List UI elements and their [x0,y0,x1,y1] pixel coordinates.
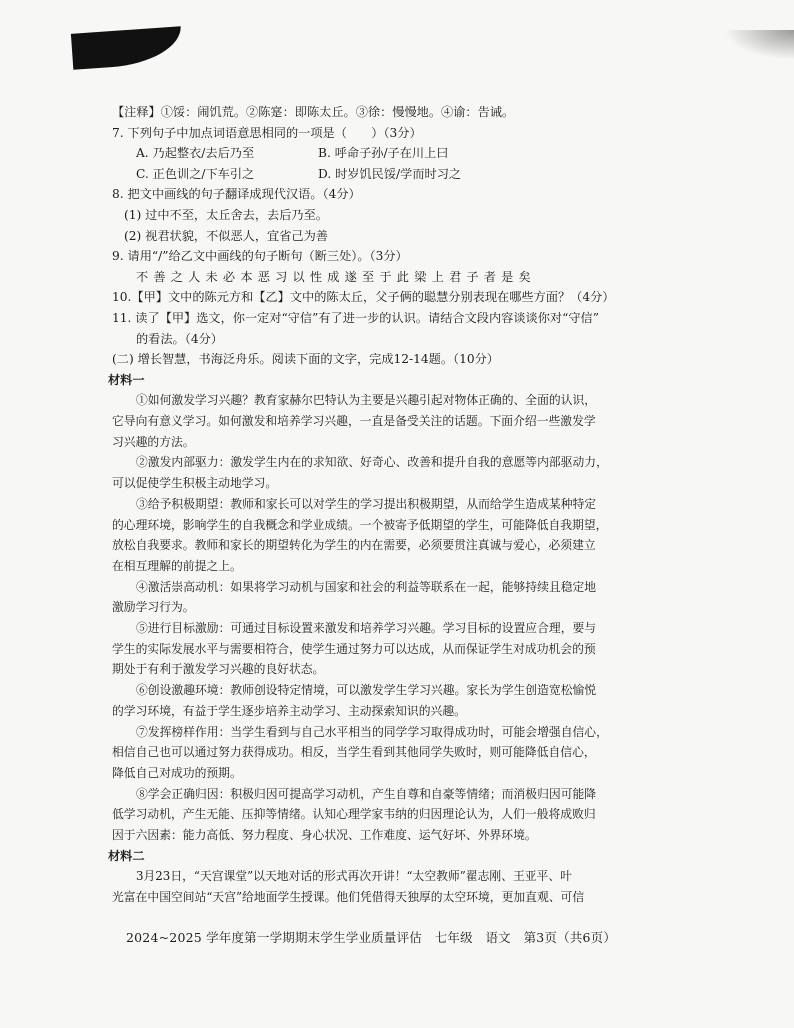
material-1-line: 的心理环境，影响学生的自我概念和学业成绩。一个被寄予低期望的学生，可能降低自我期望， [112,517,608,532]
question-11-line2: 的看法。（4分） [136,331,223,346]
material-1-line: 它导向有意义学习。如何激发和培养学习兴趣，一直是备受关注的话题。下面介绍一些激发学 [112,414,596,429]
material-1-line: 的学习环境，有益于学生逐步培养主动学习、主动探索知识的兴趣。 [112,703,466,718]
question-7-stem: 7. 下列句子中加点词语意思相同的一项是（ ）（3分） [112,125,422,140]
material-1-body [112,390,672,845]
question-7-options-row1 [112,143,672,164]
material-2-title: 材料二 [108,848,145,863]
material-2-line: 光富在中国空间站“天宫”给地面学生授课。他们凭借得天独厚的太空环境，更加直观、可信 [112,890,585,905]
option-b: B. 呼命子孙/子在川上曰 [318,146,449,161]
material-1-line: ①如何激发学习兴趣？教育家赫尔巴特认为主要是兴趣引起对物体正确的、全面的认识， [136,393,597,408]
question-11-line1: 11. 读了【甲】选文，你一定对“守信”有了进一步的认识。请结合文段内容谈谈你对“守信” [112,310,599,325]
option-a: A. 乃起整衣/去后乃至 [136,146,255,161]
material-1-line: ②激发内部驱力：激发学生内在的求知欲、好奇心、改善和提升自我的意愿等内部驱动力， [136,455,608,470]
question-9-stem: 9. 请用“/”给乙文中画线的句子断句（断三处）。（3分） [112,249,408,264]
option-d: D. 时岁饥民馁/学而时习之 [318,166,462,181]
material-1-line: 因于六因素：能力高低、努力程度、身心状况、工作难度、运气好坏、外界环境。 [112,828,537,843]
material-2-line: 3月23日，“天宫课堂”以天地对话的形式再次开讲！“太空教师”翟志刚、王亚平、叶 [136,869,572,884]
scan-edge-shadow-right [724,30,794,60]
material-1-line: ⑥创设激趣环境：教师创设特定情境，可以激发学生学习兴趣。家长为学生创造宽松愉悦 [136,683,597,698]
material-1-line: 期处于有利于激发学习兴趣的良好状态。 [112,662,325,677]
exam-content [108,102,672,908]
material-1-line: ③给予积极期望：教师和家长可以对学生的学习提出积极期望，从而给学生造成某种特定 [136,496,597,511]
part-2-heading: (二) 增长智慧，书海泛舟乐。阅读下面的文字，完成12-14题。（10分） [112,352,499,367]
question-10: 10.【甲】文中的陈元方和【乙】文中的陈太丘，父子俩的聪慧分别表现在哪些方面？（4分） [112,290,615,305]
question-7-options-row2 [112,164,672,185]
material-1-line: 激励学习行为。 [112,600,195,615]
material-2-body [112,866,672,907]
question-9-sentence: 不善之人未必本恶习以性成遂至于此梁上君子者是矣 [136,269,536,284]
question-8-sentence-1: (1) 过中不至，太丘舍去，去后乃至。 [124,207,328,222]
page-footer: 2024~2025 学年度第一学期期末学生学业质量评估 七年级 语文 第3页（共6页） [126,930,617,945]
material-1-line: 学生的实际发展水平与需要相符合，使学生通过努力可以达成，从而保证学生对成功机会的预 [112,641,596,656]
material-1-line: 低学习动机，产生无能、压抑等情绪。认知心理学家韦纳的归因理论认为，人们一般将成败归 [112,807,596,822]
material-1-line: 相信自己也可以通过努力获得成功。相反，当学生看到其他同学失败时，则可能降低自信心， [112,745,596,760]
question-8-sentence-2: (2) 视君状貌，不似恶人，宜省己为善 [124,228,328,243]
material-1-line: ④激活崇高动机：如果将学习动机与国家和社会的利益等联系在一起，能够持续且稳定地 [136,579,597,594]
material-1-line: 降低自己对成功的预期。 [112,765,242,780]
material-1-line: 习兴趣的方法。 [112,434,195,449]
question-8-stem: 8. 把文中画线的句子翻译成现代汉语。（4分） [112,187,361,202]
material-1-line: ⑦发挥榜样作用：当学生看到与自己水平相当的同学学习取得成功时，可能会增强自信心， [136,724,608,739]
material-1-line: 放松自我要求。教师和家长的期望转化为学生的内在需要，必须要贯注真诚与爱心，必须建立 [112,538,596,553]
annotation-notes: 【注释】①馁：闹饥荒。②陈寔：即陈太丘。③徐：慢慢地。④谕：告诫。 [112,105,515,119]
scan-edge-shadow [71,26,183,70]
material-1-line: 可以促使学生积极主动地学习。 [112,476,278,491]
option-c: C. 正色训之/下车引之 [136,166,255,181]
material-1-line: 在相互理解的前提之上。 [112,558,242,573]
material-1-line: ⑧学会正确归因：积极归因可提高学习动机，产生自尊和自豪等情绪；而消极归因可能降 [136,786,597,801]
material-1-line: ⑤进行目标激励：可通过目标设置来激发和培养学习兴趣。学习目标的设置应合理，要与 [136,621,597,636]
material-1-title: 材料一 [108,372,145,387]
